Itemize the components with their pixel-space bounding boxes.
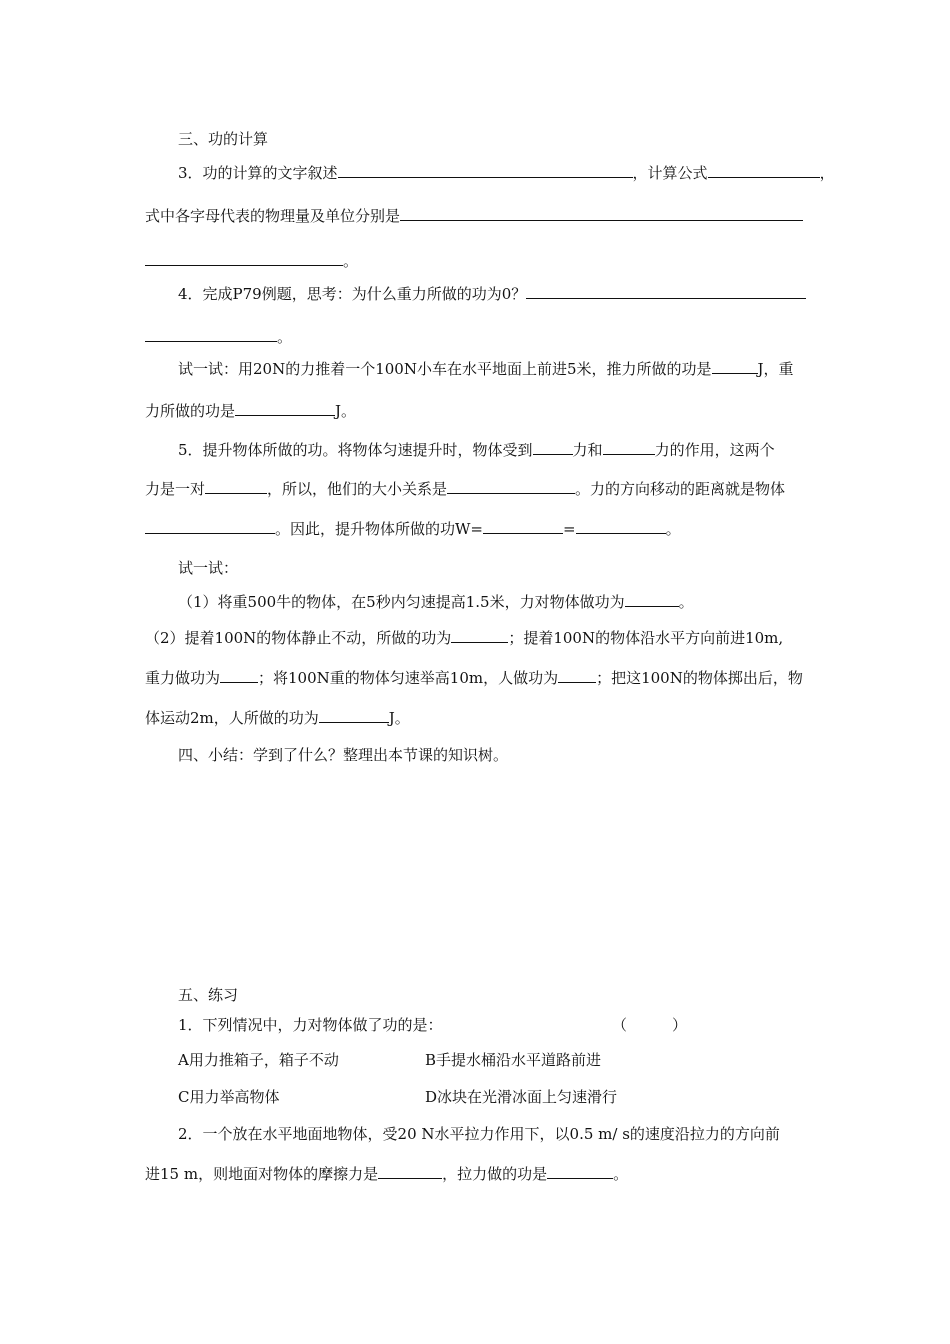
ex2-work-blank[interactable] — [547, 1163, 613, 1179]
q3-text: 3．功的计算的文字叙述 — [178, 164, 338, 182]
ex1-option-b[interactable]: B手提水桶沿水平道路前进 — [425, 1051, 602, 1069]
try2-item2-line1: （2）提着100N的物体静止不动，所做的功为 ；提着100N的物体沿水平方向前进10m, — [145, 629, 784, 647]
ex1-option-a[interactable]: A用力推箱子，箱子不动 — [178, 1051, 339, 1069]
q3-line2: 式中各字母代表的物理量及单位分别是 — [145, 205, 803, 227]
q4-text: 4．完成P79例题，思考：为什么重力所做的功为0？ — [178, 285, 527, 303]
section-3-heading: 三、功的计算 — [178, 130, 269, 148]
try2-item1-blank[interactable] — [625, 591, 679, 607]
q5-line3: 。因此，提升物体所做的功W= = 。 — [145, 518, 681, 540]
try2-heading: 试一试： — [178, 559, 239, 577]
ex2-line1: 2．一个放在水平地面地物体，受20 N水平拉力作用下，以0.5 m/ s的速度沿拉力的方向前 — [178, 1125, 780, 1143]
ex1-question: 1．下列情况中，力对物体做了功的是： — [178, 1016, 443, 1034]
try1-gravity-work-blank[interactable] — [235, 400, 335, 416]
q4-line1 — [178, 283, 806, 305]
q3-units-blank[interactable] — [400, 205, 803, 221]
try1-push-work-blank[interactable] — [712, 358, 758, 374]
section-4-heading: 四、小结：学到了什么？整理出本节课的知识树。 — [178, 746, 509, 764]
try2-item2-line2: 重力做功为 ；将100N重的物体匀速举高10m，人做功为 ；把这100N的物体掷出后，物 — [145, 669, 803, 687]
q3-line3: 。 — [145, 250, 358, 272]
ex2-line2: 进15 m，则地面对物体的摩擦力是 ，拉力做的功是 。 — [145, 1165, 629, 1183]
try2-item2-blank4[interactable] — [319, 707, 389, 723]
try1-line2: 力所做的功是 J。 — [145, 402, 357, 420]
q5-formula-blank1[interactable] — [483, 518, 563, 534]
q3-line1: 3．功的计算的文字叙述 ，计算公式 ， — [178, 164, 835, 182]
q5-line1: 5．提升物体所做的功。将物体匀速提升时，物体受到 力和 力的作用，这两个 — [178, 441, 775, 459]
q5-force2-blank[interactable] — [603, 439, 655, 455]
q3-units-blank-cont[interactable] — [145, 250, 343, 266]
ex1-answer-bracket[interactable]: （ ） — [612, 1016, 688, 1034]
q4-line2: 。 — [145, 326, 292, 348]
ex1-option-d[interactable]: D冰块在光滑冰面上匀速滑行 — [425, 1088, 618, 1106]
ex1-option-c[interactable]: C用力举高物体 — [178, 1088, 280, 1106]
q3-formula-blank[interactable] — [708, 162, 820, 178]
q5-force1-blank[interactable] — [533, 439, 573, 455]
try1-line1: 试一试：用20N的力推着一个100N小车在水平地面上前进5米，推力所做的功是 J，重 — [178, 360, 794, 378]
try2-item2-blank2[interactable] — [220, 667, 258, 683]
q3-formula-label: ，计算公式 — [632, 164, 708, 182]
q4-answer-blank[interactable] — [526, 283, 806, 299]
q5-formula-blank2[interactable] — [576, 518, 666, 534]
ex2-friction-blank[interactable] — [378, 1163, 442, 1179]
q4-answer-blank-cont[interactable] — [145, 326, 277, 342]
q5-line2: 力是一对 ，所以，他们的大小关系是 。力的方向移动的距离就是物体 — [145, 480, 786, 498]
q5-distance-blank[interactable] — [145, 518, 275, 534]
q5-pair-blank[interactable] — [205, 478, 267, 494]
try2-item2-blank3[interactable] — [558, 667, 596, 683]
try2-item2-blank1[interactable] — [451, 627, 508, 643]
section-5-heading: 五、练习 — [178, 986, 239, 1004]
q5-relation-blank[interactable] — [447, 478, 575, 494]
try2-item1: （1）将重500牛的物体，在5秒内匀速提高1.5米，力对物体做功为 。 — [178, 593, 694, 611]
q3-description-blank[interactable] — [338, 162, 633, 178]
try2-item2-line3: 体运动2m，人所做的功为 J。 — [145, 709, 410, 727]
